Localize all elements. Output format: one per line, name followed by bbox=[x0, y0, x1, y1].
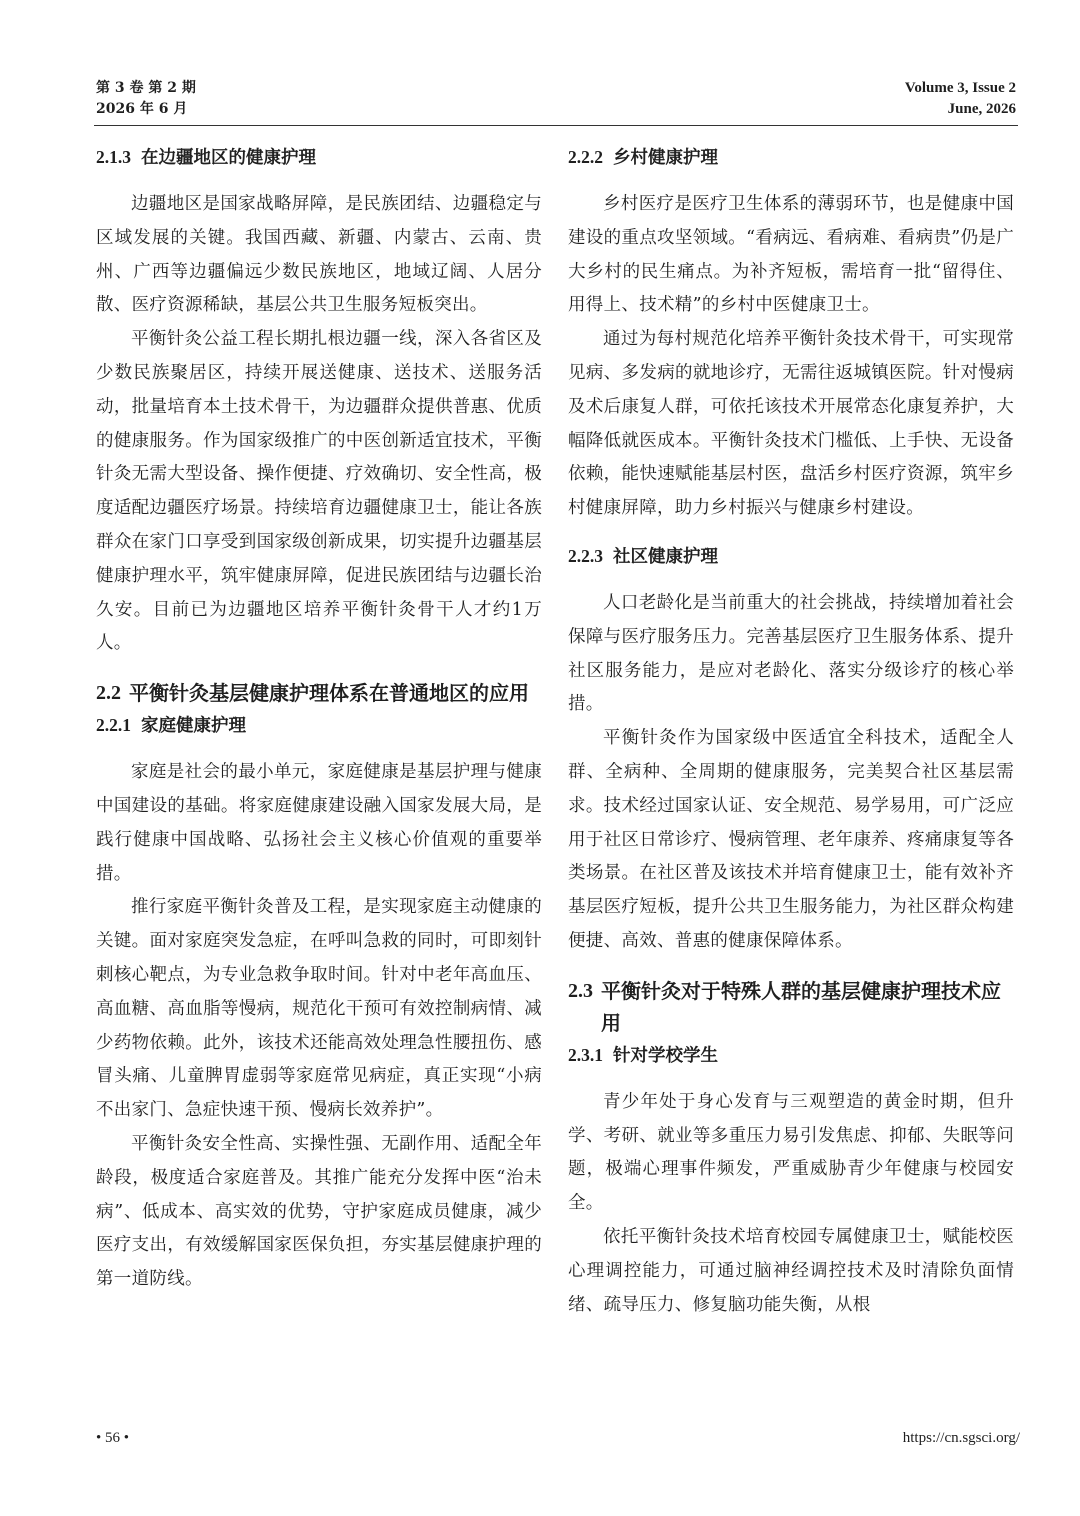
date-en: June, 2026 bbox=[947, 101, 1016, 117]
section-number: 2.2 bbox=[96, 682, 121, 705]
section-heading-2-2-2 bbox=[568, 147, 1014, 168]
paragraph: 边疆地区是国家战略屏障，是民族团结、边疆稳定与区域发展的关键。我国西藏、新疆、内蒙古、云南、贵州、广西等边疆偏远少数民族地区，地域辽阔、人居分散、医疗资源稀缺，基层公共卫生服务短板突出。 bbox=[96, 194, 542, 316]
section-title: 社区健康护理 bbox=[613, 546, 718, 567]
section-heading-2-1-3 bbox=[96, 147, 542, 168]
section-title: 在边疆地区的健康护理 bbox=[141, 148, 316, 168]
section-number: 2.1.3 bbox=[96, 147, 131, 167]
journal-header-right bbox=[905, 78, 1016, 120]
left-column bbox=[96, 141, 542, 1297]
paragraph: 平衡针灸作为国家级中医适宜全科技术，适配全人群、全病种、全周期的健康服务，完美契合社区基层需求。技术经过国家认证、安全规范、易学易用，可广泛应用于社区日常诊疗、慢病管理、老年康养、疼痛康复等各类场景。在社区普及该技术并培育健康卫士，能有效补齐基层医疗短板，提升公共卫生服务能力，为社区群众构建便捷、高效、普惠的健康保障体系。 bbox=[568, 728, 1014, 951]
page-number: • 56 • bbox=[96, 1430, 130, 1446]
section-heading-2-3-1 bbox=[568, 1045, 1014, 1066]
section-number: 2.3 bbox=[568, 979, 593, 1002]
journal-url: https://cn.sgsci.org/ bbox=[902, 1430, 1020, 1446]
paragraph: 平衡针灸安全性高、实操性强、无副作用、适配全年龄段，极度适合家庭普及。其推广能充分发挥中医“治未病”、低成本、高实效的优势，守护家庭成员健康，减少医疗支出，有效缓解国家医保负担，夯实基层健康护理的第一道防线。 bbox=[96, 1133, 542, 1290]
section-title: 平衡针灸对于特殊人群的基层健康护理技术应用 bbox=[601, 978, 1001, 1035]
date-cn: 2026 年 6 月 bbox=[96, 101, 188, 117]
volume-issue-en: Volume 3, Issue 2 bbox=[904, 80, 1016, 96]
section-heading-2-3 bbox=[568, 975, 1014, 1039]
section-heading-2-2-1 bbox=[96, 715, 542, 736]
section-heading-2-2-3 bbox=[568, 546, 1014, 567]
journal-header-left bbox=[96, 78, 196, 120]
section-title: 平衡针灸基层健康护理体系在普通地区的应用 bbox=[129, 681, 529, 706]
section-title: 针对学校学生 bbox=[613, 1045, 718, 1066]
paragraph: 乡村医疗是医疗卫生体系的薄弱环节，也是健康中国建设的重点攻坚领域。“看病远、看病难、看病贵”仍是广大乡村的民生痛点。为补齐短板，需培育一批“留得住、用得上、技术精”的乡村中医健康卫士。 bbox=[568, 194, 1014, 316]
paragraph: 依托平衡针灸技术培育校园专属健康卫士，赋能校医心理调控能力，可通过脑神经调控技术及时清除负面情绪、疏导压力、修复脑功能失衡，从根 bbox=[568, 1226, 1014, 1315]
volume-issue-cn: 第 3 卷 第 2 期 bbox=[96, 80, 196, 96]
paragraph: 家庭是社会的最小单元，家庭健康是基层护理与健康中国建设的基础。将家庭健康建设融入国家发展大局，是践行健康中国战略、弘扬社会主义核心价值观的重要举措。 bbox=[96, 762, 542, 884]
paragraph: 平衡针灸公益工程长期扎根边疆一线，深入各省区及少数民族聚居区，持续开展送健康、送技术、送服务活动，批量培育本土技术骨干，为边疆群众提供普惠、优质的健康服务。作为国家级推广的中医创新适宜技术，平衡针灸无需大型设备、操作便捷、疗效确切、安全性高，极度适配边疆医疗场景。持续培育边疆健康卫士，能让各族群众在家门口享受到国家级创新成果，切实提升边疆基层健康护理水平，筑牢健康屏障，促进民族团结与边疆长治久安。目前已为边疆地区培养平衡针灸骨干人才约1万人。 bbox=[96, 329, 542, 654]
paragraph: 通过为每村规范化培养平衡针灸技术骨干，可实现常见病、多发病的就地诊疗，无需往返城镇医院。针对慢病及术后康复人群，可依托该技术开展常态化康复养护，大幅降低就医成本。平衡针灸技术门槛低、上手快、无设备依赖，能快速赋能基层村医，盘活乡村医疗资源，筑牢乡村健康屏障，助力乡村振兴与健康乡村建设。 bbox=[568, 329, 1014, 519]
right-column bbox=[568, 141, 1014, 1322]
section-number: 2.2.2 bbox=[568, 147, 603, 167]
section-number: 2.3.1 bbox=[568, 1044, 603, 1065]
header-rule bbox=[94, 125, 1018, 126]
section-number: 2.2.3 bbox=[568, 545, 603, 566]
section-title: 乡村健康护理 bbox=[613, 148, 718, 168]
section-number: 2.2.1 bbox=[96, 715, 131, 736]
paragraph: 人口老龄化是当前重大的社会挑战，持续增加着社会保障与医疗服务压力。完善基层医疗卫生服务体系、提升社区服务能力，是应对老龄化、落实分级诊疗的核心举措。 bbox=[568, 592, 1014, 715]
paragraph: 青少年处于身心发育与三观塑造的黄金时期，但升学、考研、就业等多重压力易引发焦虑、抑郁、失眠等问题，极端心理事件频发，严重威胁青少年健康与校园安全。 bbox=[568, 1091, 1014, 1214]
section-heading-2-2 bbox=[96, 677, 542, 709]
paragraph: 推行家庭平衡针灸普及工程，是实现家庭主动健康的关键。面对家庭突发急症，在呼叫急救的同时，可即刻针刺核心靶点，为专业急救争取时间。针对中老年高血压、高血糖、高血脂等慢病，规范化干预可有效控制病情、减少药物依赖。此外，该技术还能高效处理急性腰扭伤、感冒头痛、儿童脾胃虚弱等家庭常见病症，真正实现“小病不出家门、急症快速干预、慢病长效养护”。 bbox=[96, 897, 542, 1121]
section-title: 家庭健康护理 bbox=[141, 716, 246, 737]
